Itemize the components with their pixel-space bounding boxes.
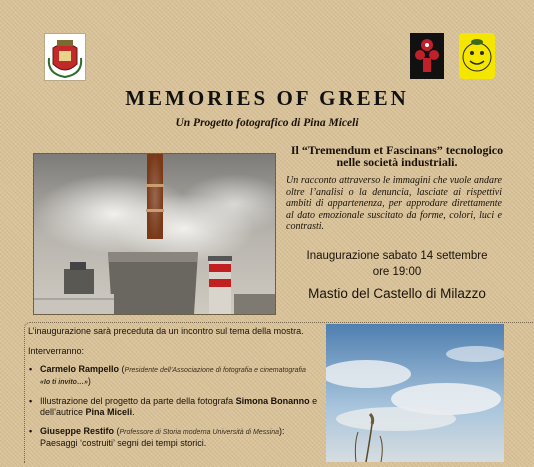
- industrial-chimney-photo: [33, 153, 276, 315]
- speaker-name: Giuseppe Restifo: [40, 426, 115, 436]
- speakers-label: Interverranno:: [28, 346, 85, 356]
- association-logo: [410, 33, 444, 79]
- poster-subtitle: Un Progetto fotografico di Pina Miceli: [175, 117, 359, 129]
- speakers-list: [28, 364, 324, 457]
- sky-reeds-photo: [326, 324, 504, 462]
- speaker-name: Carmelo Rampello: [40, 364, 120, 374]
- bee-smiley-logo: [459, 33, 495, 79]
- list-item: • Illustrazione del progetto da parte della fotografa Simona Bonanno e dell’autrice Pina Miceli.: [28, 396, 324, 418]
- town-crest-logo: [44, 33, 86, 81]
- talk-title: Paesaggi ‘costruiti’ segni dei tempi storici.: [40, 438, 207, 448]
- inauguration-info: [286, 248, 508, 280]
- poster-title: MEMORIES OF GREEN: [125, 86, 409, 110]
- association-name: «Io ti invito…»: [40, 379, 88, 386]
- inauguration-time: ore 19:00: [372, 266, 422, 278]
- speaker-role: Presidente dell’Associazione di fotografia e cinematografia: [124, 367, 306, 374]
- inauguration-date: Inaugurazione sabato 14 settembre: [306, 250, 488, 262]
- speaker-role: Professore di Storia moderna Università di Messina: [119, 429, 280, 436]
- exhibit-heading: Il “Tremendum et Fascinans” tecnologico nelle società industriali.: [290, 143, 504, 169]
- list-item: • Carmelo Rampello (Presidente dell’Associazione di fotografia e cinematografia «Io ti invito…»): [28, 364, 324, 388]
- speaker-name: Simona Bonanno: [235, 396, 310, 406]
- list-item: • Giuseppe Restifo (Professore di Storia moderna Università di Messina): Paesaggi ‘costruiti’ segni dei tempi storici.: [28, 426, 324, 449]
- venue-name: Mastio del Castello di Milazzo: [308, 286, 486, 301]
- exhibit-description: Un racconto attraverso le immagini che vuole andare oltre l’analisi o la denuncia, lasciate ai rispettivi ambiti di appartenenza, per approdare direttamente al dato emozionale suscitato da forme, colori, luci e contrasti.: [286, 175, 502, 232]
- item-text: Illustrazione del progetto da parte della fotografa: [40, 396, 234, 406]
- item-text: e dell’autrice: [40, 396, 318, 417]
- program-intro: L’inaugurazione sarà preceduta da un incontro sul tema della mostra.: [28, 326, 304, 336]
- speaker-name: Pina Miceli: [85, 407, 133, 417]
